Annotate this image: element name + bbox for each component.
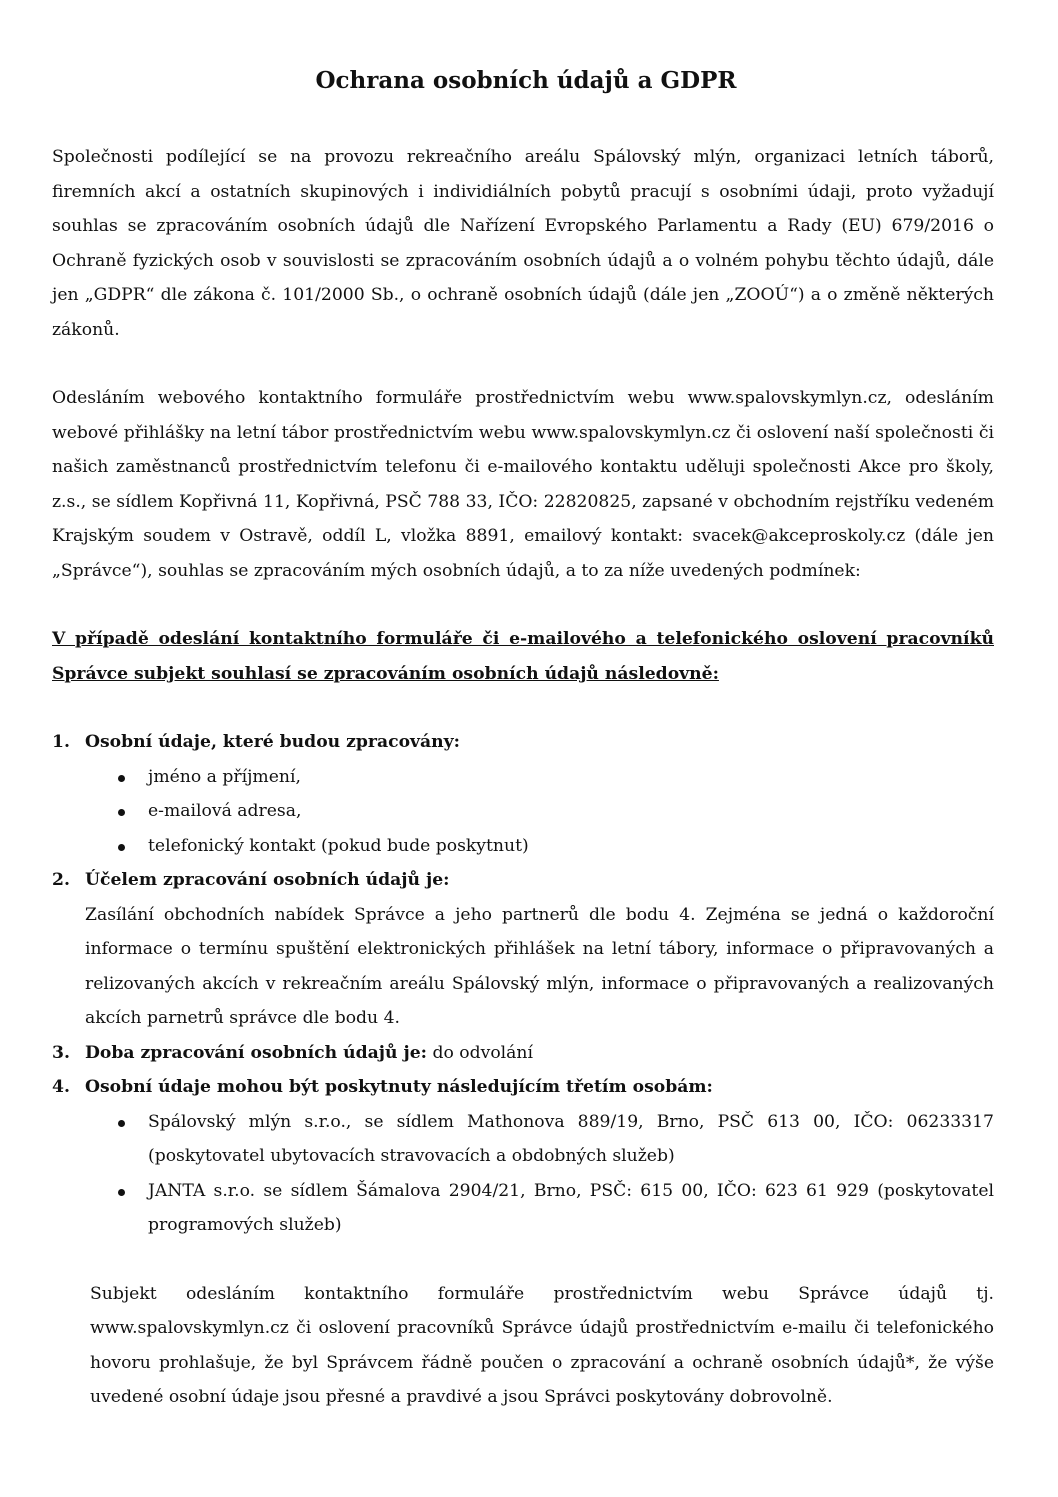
item-number: 2. (52, 870, 70, 890)
item-value: do odvolání (432, 1042, 533, 1063)
list-item (52, 863, 994, 1036)
bullet-item (85, 760, 994, 795)
bullet-item (85, 794, 994, 829)
item-label: Osobní údaje, které budou zpracovány: (85, 732, 460, 752)
item-label: Doba zpracování osobních údajů je: (85, 1042, 427, 1063)
list-item (52, 1070, 994, 1243)
item-number: 1. (52, 732, 70, 752)
list-item (52, 1036, 994, 1071)
bullet-icon (118, 809, 125, 816)
bullet-text: Spálovský mlýn s.r.o., se sídlem Mathonova 889/19, Brno, PSČ 613 00, IČO: 06233317 (poskytovatel ubytovacích stravovacích a obdobných služeb) (148, 1111, 994, 1166)
item-number: 3. (52, 1042, 70, 1063)
item-text: Zasílání obchodních nabídek Správce a jeho partnerů dle bodu 4. Zejména se jedná o každoroční informace o termínu spuštění elektronických přihlášek na letní tábory, informace o připravovaných a relizovaných akcích v rekreačním areálu Spálovský mlýn, informace o připravovaných a realizovaných akcích parnetrů správce dle bodu 4. (85, 904, 994, 1028)
page-title: Ochrana osobních údajů a GDPR (315, 67, 737, 94)
conditions-list (52, 725, 994, 1243)
bullet-icon (118, 1189, 125, 1196)
bullet-text: e-mailová adresa, (148, 801, 302, 821)
bullet-icon (118, 775, 125, 782)
item-number: 4. (52, 1077, 70, 1097)
intro-paragraph: Společnosti podílející se na provozu rekreačního areálu Spálovský mlýn, organizaci letních táborů, firemních akcí a ostatních skupinových i individiálních pobytů pracují s osobními údaji, proto vyžadují souhlas se zpracováním osobních údajů dle Nařízení Evropského Parlamentu a Rady (EU) 679/2016 o Ochraně fyzických osob v souvislosti se zpracováním osobních údajů a o volném pohybu těchto údajů, dále jen „GDPR“ dle zákona č. 101/2000 Sb., o ochraně osobních údajů (dále jen „ZOOÚ“) a o změně některých zákonů. (52, 147, 994, 340)
item-label: Účelem zpracování osobních údajů je: (85, 870, 450, 890)
bullet-icon (118, 844, 125, 851)
bullet-list (85, 1105, 994, 1243)
bullet-text: JANTA s.r.o. se sídlem Šámalova 2904/21, Brno, PSČ: 615 00, IČO: 623 61 929 (poskytovatel programových služeb) (148, 1180, 994, 1235)
bullet-item (85, 829, 994, 864)
bullet-text: jméno a příjmení, (148, 766, 301, 787)
bullet-icon (118, 1120, 125, 1127)
bullet-item (85, 1174, 994, 1243)
bullet-item (85, 1105, 994, 1174)
bullet-list (85, 760, 994, 864)
list-item (52, 725, 994, 863)
section-heading: V případě odeslání kontaktního formuláře či e-mailového a telefonického oslovení pracovníků Správce subjekt souhlasí se zpracováním osobních údajů následovně: (52, 629, 994, 684)
closing-paragraph: Subjekt odesláním kontaktního formuláře prostřednictvím webu Správce údajů tj. www.spalovskymlyn.cz či oslovení pracovníků Správce údajů prostřednictvím e-mailu či telefonického hovoru prohlašuje, že byl Správcem řádně poučen o zpracování a ochraně osobních údajů*, že výše uvedené osobní údaje jsou přesné a pravdivé a jsou Správci poskytovány dobrovolně. (90, 1283, 994, 1407)
item-label: Osobní údaje mohou být poskytnuty následujícím třetím osobám: (85, 1077, 713, 1097)
consent-paragraph: Odesláním webového kontaktního formuláře prostřednictvím webu www.spalovskymlyn.cz, odesláním webové přihlášky na letní tábor prostřednictvím webu www.spalovskymlyn.cz či oslovení naší společnosti či našich zaměstnanců prostřednictvím telefonu či e-mailového kontaktu uděluji společnosti Akce pro školy, z.s., se sídlem Kopřivná 11, Kopřivná, PSČ 788 33, IČO: 22820825, zapsané v obchodním rejstříku vedeném Krajským soudem v Ostravě, oddíl L, vložka 8891, emailový kontakt: svacek@akceproskoly.cz (dále jen „Správce“), souhlas se zpracováním mých osobních údajů, a to za níže uvedených podmínek: (52, 388, 994, 581)
bullet-text: telefonický kontakt (pokud bude poskytnut) (148, 835, 529, 856)
